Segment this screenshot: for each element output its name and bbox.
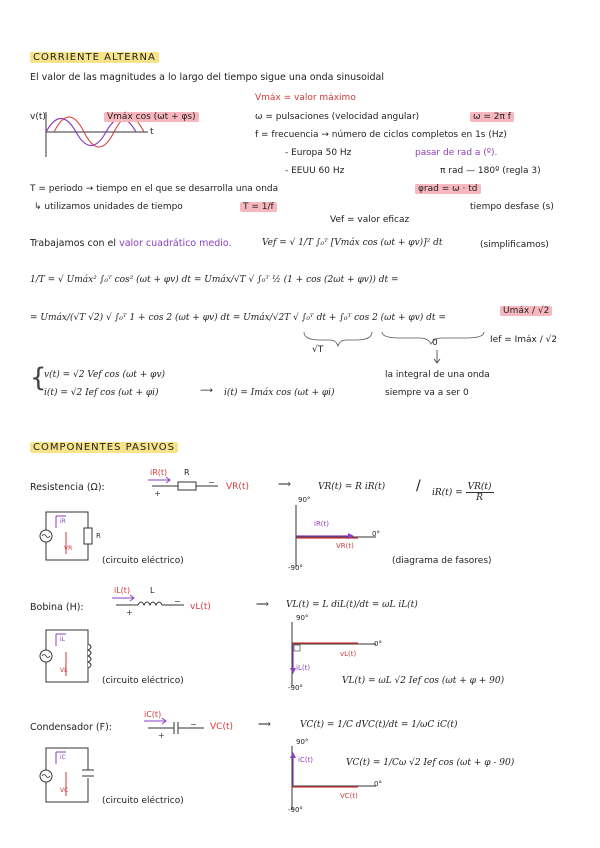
time-units-note: ↳ utilizamos unidades de tiempo — [34, 202, 183, 212]
slash: / — [416, 478, 421, 494]
eeuu-freq: - EEUU 60 Hz — [285, 166, 345, 176]
phasor-v-c-label: VC(t) — [340, 792, 358, 800]
svg-text:iL: iL — [60, 636, 66, 643]
capacitor-symbol — [144, 718, 214, 738]
arrow-right: ⟶ — [200, 386, 213, 396]
svg-text:−: − — [208, 478, 215, 487]
svg-text:+: + — [154, 489, 161, 498]
condensador-deg90: 90° — [296, 738, 309, 746]
pasar-rad: pasar de rad a (º). — [415, 148, 498, 158]
implies-arrow-r: ⟹ — [278, 480, 291, 490]
integral-note-1: la integral de una onda — [385, 370, 490, 380]
europa-freq: - Europa 50 Hz — [285, 148, 352, 158]
def-frequency: f = frecuencia → número de ciclos completos en 1s (Hz) — [255, 130, 507, 140]
i-t-imax: i(t) = Imáx cos (ωt + φi) — [224, 388, 335, 398]
resistencia-deg0: 0° — [372, 530, 380, 538]
bobina-v-label: vL(t) — [190, 602, 211, 612]
integral-note-2: siempre va a ser 0 — [385, 388, 469, 398]
resistencia-current-eq: iR(t) = $\frac{VR(t)}{R}$ — [432, 482, 492, 503]
resistencia-label: Resistencia (Ω): — [30, 482, 105, 493]
resistencia-phasor — [286, 505, 386, 570]
axis-label-t: t — [150, 127, 154, 137]
resistor-symbol — [148, 476, 228, 496]
resistencia-circuit-caption: (circuito eléctrico) — [102, 556, 184, 566]
phasor-v-r-label: VR(t) — [336, 542, 354, 550]
pi-rad-rule: π rad — 180º (regla 3) — [440, 166, 541, 176]
condensador-label: Condensador (F): — [30, 722, 112, 733]
condensador-degm90: -90° — [288, 806, 303, 814]
i-t-equation: i(t) = √2 Ief cos (ωt + φi) — [44, 388, 159, 398]
bobina-circuit-caption: (circuito eléctrico) — [102, 676, 184, 686]
phasor-i-r-label: iR(t) — [314, 520, 330, 528]
resistencia-i-label: iR(t) — [150, 468, 168, 477]
zero-brace: 0 — [432, 338, 438, 348]
vef-formula: Vef = √ 1/T ∫₀ᵀ [Vmáx cos (ωt + φv)]² dt — [262, 238, 443, 248]
condensador-eq: VC(t) = 1/C dVC(t)/dt = 1/ωC iC(t) — [300, 720, 458, 730]
section-title-ac: CORRIENTE ALTERNA — [30, 52, 159, 63]
bobina-deg90: 90° — [296, 614, 309, 622]
derivation-line-3: = Umáx/(√T √2) √ ∫₀ᵀ 1 + cos 2 (ωt + φv) dt = Umáx/√2T √ ∫₀ᵀ dt + ∫₀ᵀ cos 2 (ωt + φv) dt = — [30, 313, 446, 323]
section-title-passive: COMPONENTES PASIVOS — [30, 442, 178, 453]
implies-arrow-l: ⟹ — [256, 600, 269, 610]
bobina-comp-label: L — [150, 586, 155, 595]
implies-arrow-c: ⟹ — [258, 720, 271, 730]
resistencia-comp-label: R — [184, 468, 190, 477]
def-omega: ω = pulsaciones (velocidad angular) — [255, 112, 420, 122]
phasor-i-c-label: iC(t) — [298, 756, 314, 764]
bobina-circuit — [36, 626, 106, 688]
def-vmax: Vmáx = valor máximo — [255, 93, 356, 103]
svg-text:+: + — [126, 608, 133, 617]
resistencia-deg90: 90° — [298, 496, 311, 504]
condensador-deg0: 0° — [374, 780, 382, 788]
def-period: T = periodo → tiempo en el que se desarrolla una onda — [30, 184, 279, 194]
svg-text:VC: VC — [60, 787, 69, 794]
bobina-eq2: VL(t) = ωL √2 Ief cos (ωt + φ + 90) — [342, 676, 505, 686]
inductor-symbol — [112, 595, 192, 615]
svg-text:R: R — [96, 532, 101, 540]
down-arrow — [434, 350, 440, 364]
phi-rad-eq: φrad = ω · td — [415, 184, 481, 194]
v-t-equation: v(t) = √2 Vef cos (ωt + φv) — [44, 370, 166, 380]
phasor-diagram-caption: (diagrama de fasores) — [392, 556, 492, 566]
resistencia-degm90: -90° — [288, 564, 303, 572]
svg-text:−: − — [174, 597, 181, 606]
condensador-i-label: iC(t) — [144, 710, 162, 719]
resistencia-ohm-eq: VR(t) = R iR(t) — [318, 482, 386, 492]
condensador-v-label: VC(t) — [210, 722, 233, 732]
condensador-circuit — [36, 744, 106, 808]
svg-text:iC: iC — [60, 754, 66, 761]
phasor-i-l-label: iL(t) — [296, 664, 311, 672]
simplificamos-note: (simplificamos) — [480, 240, 549, 250]
bobina-eq: VL(t) = L diL(t)/dt = ωL iL(t) — [286, 600, 418, 610]
bobina-i-label: iL(t) — [114, 586, 131, 595]
bobina-deg0: 0° — [374, 640, 382, 648]
svg-text:−: − — [190, 720, 197, 729]
bobina-label: Bobina (H): — [30, 602, 84, 613]
resistencia-circuit — [36, 508, 106, 568]
formula-vmax-cos: Vmáx cos (ωt + φs) — [104, 112, 199, 122]
svg-text:VR: VR — [64, 545, 73, 552]
condensador-circuit-caption: (circuito eléctrico) — [102, 796, 184, 806]
omega-eq: ω = 2π f — [470, 112, 514, 122]
trabajamos-text: Trabajamos con el valor cuadrático medio. — [30, 238, 232, 249]
period-eq: T = 1/f — [240, 202, 277, 212]
sqrt-t-brace: √T — [312, 345, 324, 355]
axis-label-v: v(t) — [30, 112, 46, 122]
underbraces — [300, 328, 500, 348]
intro-text: El valor de las magnitudes a lo largo del tiempo sigue una onda sinusoidal — [30, 72, 385, 83]
brace-left: { — [30, 363, 47, 393]
derivation-line-2: 1/T = √ Umáx² ∫₀ᵀ cos² (ωt + φv) dt = Umáx/√T √ ∫₀ᵀ ½ (1 + cos (2ωt + φv)) dt = — [30, 275, 399, 285]
bobina-degm90: -90° — [288, 684, 303, 692]
result-vmax-sqrt2: Umáx / √2 — [500, 306, 552, 316]
phasor-v-l-label: vL(t) — [340, 650, 357, 658]
vef-definition: Vef = valor eficaz — [330, 215, 410, 225]
resistencia-v-label: VR(t) — [226, 482, 249, 492]
condensador-eq2: VC(t) = 1/Cω √2 Ief cos (ωt + φ - 90) — [346, 758, 515, 768]
svg-text:+: + — [158, 731, 165, 740]
ief-equation: Ief = Imáx / √2 — [490, 335, 558, 345]
svg-text:VL: VL — [60, 667, 68, 674]
desfase-note: tiempo desfase (s) — [470, 202, 554, 212]
svg-text:iR: iR — [60, 518, 66, 525]
